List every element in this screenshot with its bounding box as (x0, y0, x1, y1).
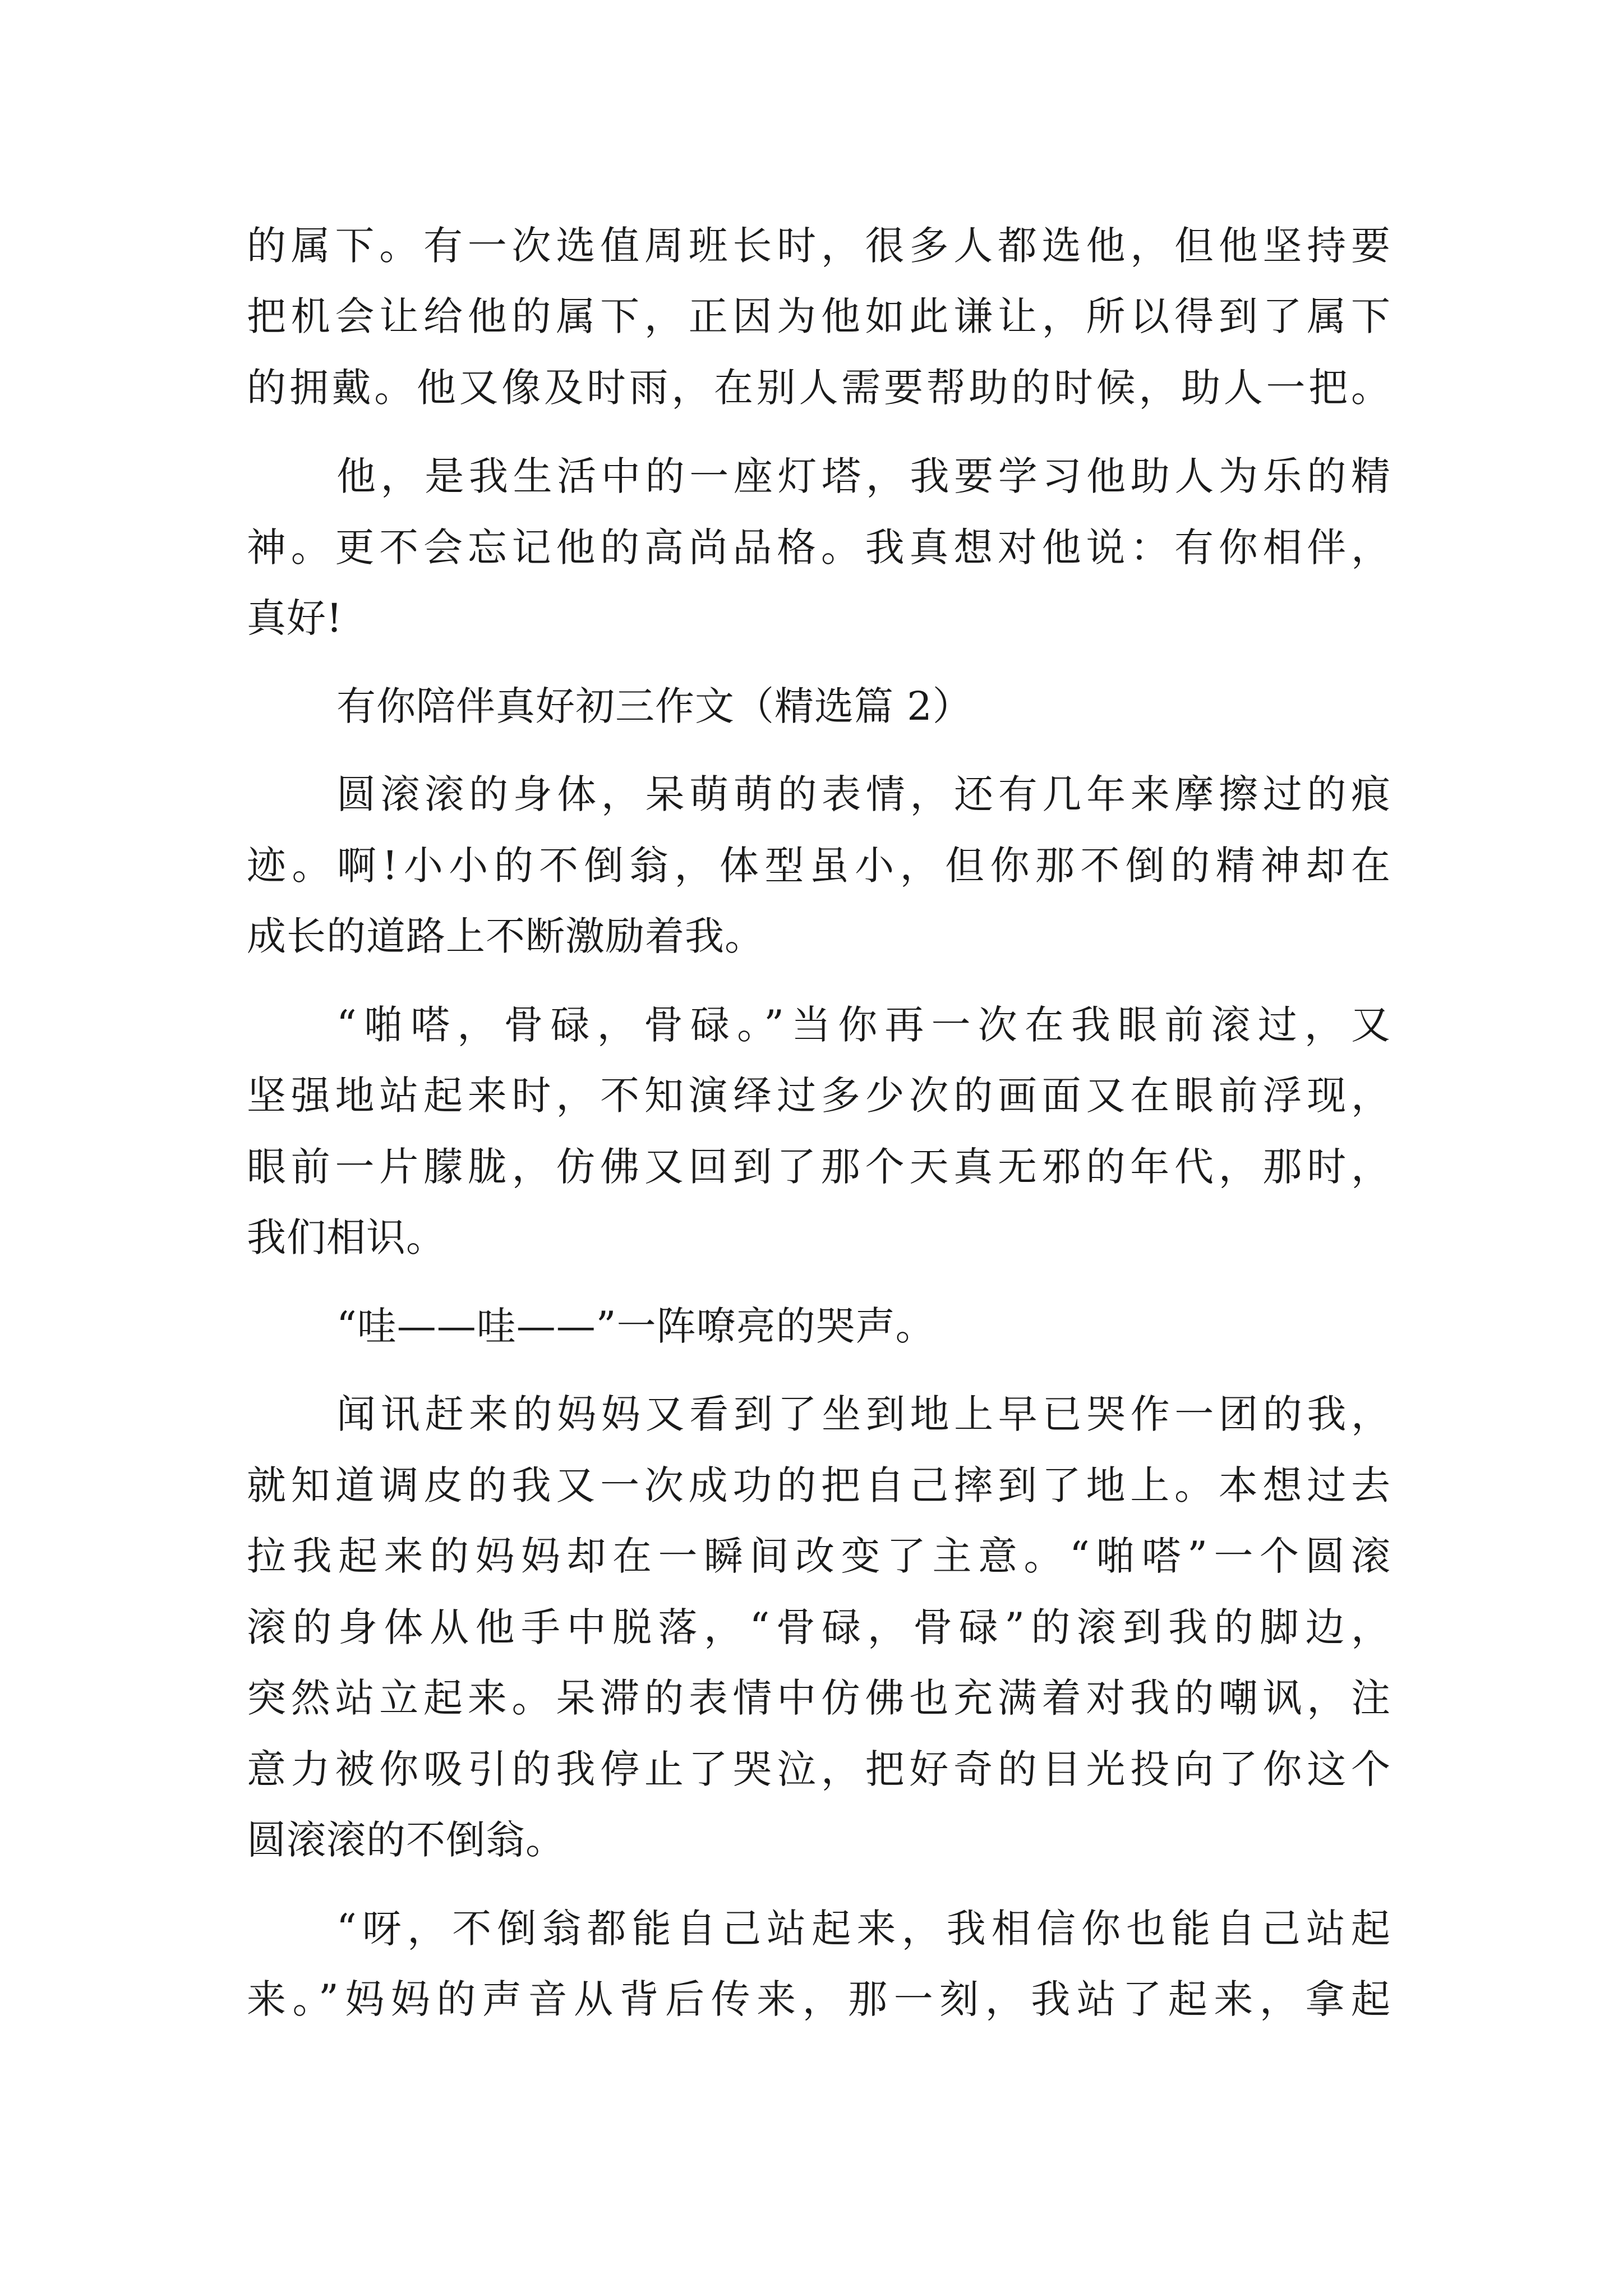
text-line: 拉我起来的妈妈却在一瞬间改变了主意。“啪嗒”一个圆滚 (247, 1533, 1391, 1579)
text-line: 真好! (247, 595, 343, 641)
section-heading: 有你陪伴真好初三作文（精选篇 2） (336, 683, 972, 729)
text-line: “哇——哇——”一阵嘹亮的哭声。 (336, 1303, 935, 1349)
text-line: 突然站立起来。呆滞的表情中仿佛也充满着对我的嘲讽，注 (247, 1675, 1391, 1721)
text-line: 的拥戴。他又像及时雨，在别人需要帮助的时候，助人一把。 (247, 365, 1391, 411)
text-line: 神。更不会忘记他的高尚品格。我真想对他说：有你相伴， (247, 524, 1391, 570)
text-line: 圆滚滚的身体，呆萌萌的表情，还有几年来摩擦过的痕 (336, 771, 1391, 817)
text-line: 迹。啊!小小的不倒翁，体型虽小，但你那不倒的精神却在 (247, 843, 1391, 889)
text-line: 就知道调皮的我又一次成功的把自己摔到了地上。本想过去 (247, 1462, 1391, 1508)
text-line: 来。”妈妈的声音从背后传来，那一刻，我站了起来，拿起 (247, 1976, 1391, 2022)
text-line: 把机会让给他的属下，正因为他如此谦让，所以得到了属下 (247, 293, 1391, 339)
text-line: 坚强地站起来时，不知演绎过多少次的画面又在眼前浮现， (247, 1073, 1391, 1119)
text-line: 成长的道路上不断激励着我。 (247, 913, 764, 959)
text-line: 闻讯赶来的妈妈又看到了坐到地上早已哭作一团的我， (336, 1391, 1391, 1437)
text-line: 圆滚滚的不倒翁。 (247, 1817, 565, 1863)
text-line: 眼前一片朦胧，仿佛又回到了那个天真无邪的年代，那时， (247, 1144, 1391, 1190)
text-line: 意力被你吸引的我停止了哭泣，把好奇的目光投向了你这个 (247, 1746, 1391, 1792)
text-line: 他，是我生活中的一座灯塔，我要学习他助人为乐的精 (336, 453, 1391, 499)
text-line: 我们相识。 (247, 1214, 446, 1260)
text-line: 滚的身体从他手中脱落，“骨碌，骨碌”的滚到我的脚边， (247, 1604, 1391, 1650)
text-line: “呀，不倒翁都能自己站起来，我相信你也能自己站起 (336, 1906, 1391, 1952)
text-line: 的属下。有一次选值周班长时，很多人都选他，但他坚持要 (247, 223, 1391, 269)
text-line: “啪嗒，骨碌，骨碌。”当你再一次在我眼前滚过，又 (336, 1002, 1391, 1048)
